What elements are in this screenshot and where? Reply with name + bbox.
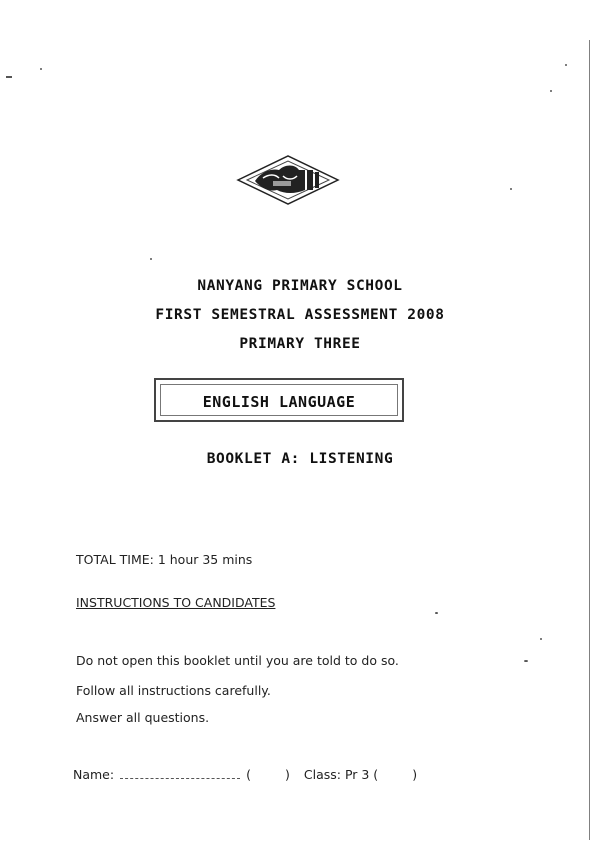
scan-speck	[510, 188, 512, 190]
instructions-title: INSTRUCTIONS TO CANDIDATES	[76, 595, 276, 610]
candidate-details-row	[73, 767, 417, 782]
instruction-item: Follow all instructions carefully.	[76, 683, 271, 698]
scan-speck	[565, 64, 567, 66]
scan-speck	[6, 76, 12, 78]
scan-speck	[540, 638, 542, 640]
scan-speck	[524, 660, 528, 662]
scan-speck	[150, 258, 152, 260]
subject-box	[154, 378, 404, 422]
instruction-item: Do not open this booklet until you are told to do so.	[76, 653, 399, 668]
name-field[interactable]	[120, 768, 240, 779]
school-name: NANYANG PRIMARY SCHOOL	[197, 278, 403, 294]
total-time: TOTAL TIME: 1 hour 35 mins	[76, 552, 253, 567]
subject-title: ENGLISH LANGUAGE	[202, 393, 356, 411]
school-crest-icon	[233, 154, 343, 206]
name-label: Name:	[73, 767, 115, 782]
class-close-paren: )	[412, 767, 418, 782]
class-label: Class: Pr 3 (	[303, 767, 379, 782]
scan-speck	[40, 68, 42, 70]
instruction-item: Answer all questions.	[76, 710, 210, 725]
scan-speck	[435, 612, 438, 614]
level-title: PRIMARY THREE	[239, 336, 361, 352]
register-close-paren: )	[284, 767, 290, 782]
assessment-title: FIRST SEMESTRAL ASSESSMENT 2008	[155, 307, 445, 323]
booklet-title: BOOKLET A: LISTENING	[206, 451, 394, 467]
scan-edge-line	[589, 40, 590, 840]
register-open-paren: (	[246, 767, 251, 782]
scan-speck	[550, 90, 552, 92]
